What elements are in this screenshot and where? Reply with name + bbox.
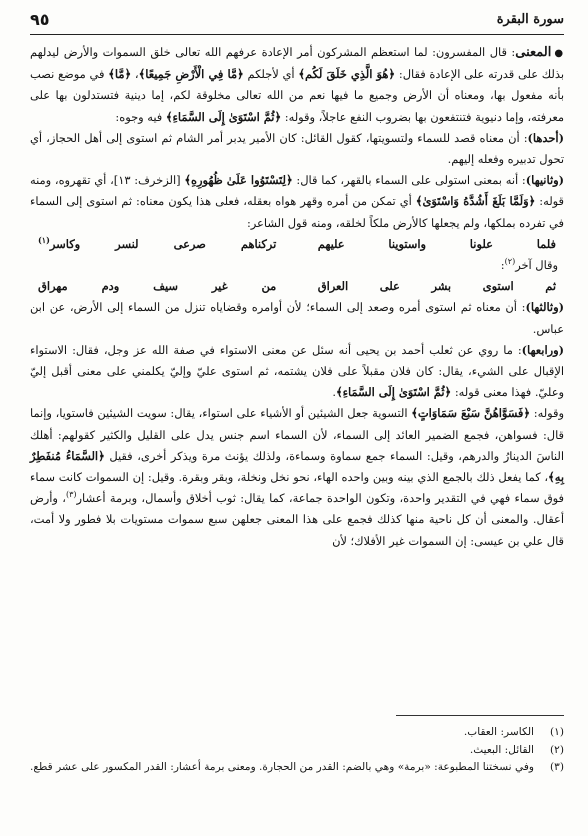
poem-verse (30, 234, 564, 255)
bullet-icon: ● (554, 48, 564, 59)
third-aspect-paragraph: (وثالثها): أن معناه ثم استوى أمره وصعد إلى السماء؛ لأن أوامره وقضاياه تنزل من السماء إلى الأرض، عن ابن عباس. (30, 300, 564, 336)
main-text (30, 42, 564, 552)
poem-hemistich: فلما علونا واستوينا عليهم (317, 236, 556, 251)
footnotes (30, 724, 564, 777)
quran-verse: ﴿فَسَوَّاهُنَّ سَبْعَ سَمَاوَاتٍ﴾ (411, 406, 531, 421)
footnote (30, 742, 564, 760)
poem-verse (30, 276, 564, 297)
poem-intro: وقال آخر$^{(٢)}$: (500, 257, 558, 273)
meaning-heading: المعنى (515, 45, 552, 60)
page-number: ٩٥ (30, 10, 50, 29)
footnote (30, 724, 564, 742)
page-header (30, 10, 564, 35)
surah-title: سورة البقرة (496, 12, 564, 27)
quran-verse: ﴿هُوَ الَّذِي خَلَقَ لَكُم﴾ (298, 67, 396, 82)
poem-hemistich: ثم استوى بشر على العراق (317, 279, 556, 294)
meaning-paragraph: ●المعنى: قال المفسرون: لما استعظم المشركون أمر الإعادة عرفهم الله تعالى خلق السموات والأرض ليدلهم بذلك على قدرته على الإعادة فقال: ﴿هُوَ الَّذِي خَلَقَ لَكُم﴾ أي لأجلكم ﴿مَّا فِي الْأَرْضِ جَمِيعًا﴾، ﴿مَّا﴾ في موضع نصب بأنه مفعول بها، ومعناه أن الأرض وجميع ما فيها نعم من الله تعالى مخلوقة لكم، إما دينية فتستدلون بها على معرفته، وإما دنيوية فتنتفعون بها بضروب النفع عاجلاً، وقوله: ﴿ثُمَّ اسْتَوَىٰ إِلَى السَّمَاءِ﴾ فيه وجوه: (30, 45, 565, 124)
quran-verse: ﴿مَّا﴾ (108, 67, 132, 82)
footnote-ref: (٢) (504, 257, 516, 267)
footnote-ref: (٣) (65, 490, 77, 500)
poem-hemistich: تركناهم صرعى لنسر وكاسر$^{(١)}$ (38, 235, 277, 251)
aspect-label: (أحدها) (527, 130, 564, 145)
quran-verse: ﴿ثُمَّ اسْتَوَىٰ إِلَى السَّمَاءِ﴾ (165, 109, 282, 124)
aspect-label: (وثانيها) (525, 173, 564, 188)
footnote-text: وفي نسختنا المطبوعة: «برمة» وهي بالضم: القدر من الحجارة. ومعنى برمة أعشار: القدر المكسور على عشر قطع. (29, 761, 534, 773)
footnote-text: الكاسر: العقاب. (463, 726, 534, 738)
quran-verse: ﴿ثُمَّ اسْتَوَىٰ إِلَى السَّمَاءِ﴾ (335, 385, 452, 400)
footnote-divider (396, 715, 564, 716)
footnote-number: (٢) (550, 743, 564, 756)
fourth-aspect-paragraph: (ورابعها): ما روي عن ثعلب أحمد بن يحيى أنه سئل عن معنى الاستواء في صفة الله عز وجل، فقال: الاستواء الإقبال على الشيء، يقال: كان فلان مقبلاً على فلان يشتمه، ثم استوى عليّ وإليّ يكلمني على معنى أقبل إليّ وعليّ. فهذا معنى قوله: ﴿ثُمَّ اسْتَوَىٰ إِلَى السَّمَاءِ﴾. (30, 342, 565, 400)
quran-verse: ﴿السَّمَاءُ مُنفَطِرٌ بِهِ﴾ (30, 448, 564, 485)
aspect-label: (وثالثها) (525, 300, 564, 315)
poem-hemistich: من غير سيف ودم مهراق (38, 279, 277, 294)
footnote (30, 759, 564, 777)
footnote-number: (١) (550, 726, 564, 738)
sawwahunna-paragraph: وقوله: ﴿فَسَوَّاهُنَّ سَبْعَ سَمَاوَاتٍ﴾ التسوية جعل الشيئين أو الأشياء على استواء، يقال: سويت الشيئين فاستويا، وإنما قال: فسواهن، فجمع الضمير العائد إلى السماء، لأن السماء اسم جنس يدل على القليل والكثير كقولهم: أهلك الناسَ الدينارُ والدرهم، وقيل: السماء جمع سماوة وسماءة، ولذلك يؤنث مرة ويذكر أخرى، فقيل ﴿السَّمَاءُ مُنفَطِرٌ بِهِ﴾، كما يفعل ذلك بالجمع الذي بينه وبين واحده الهاء، نحو نخل ونخلة، وبقر وبقرة. وقيل: إن السموات كانت سماء فوق سماء فهي في التقدير واحدة، وتكون الواحدة جماعة، كما يقال: ثوب أخلاق وأسمال، وبرمة أعشار$^{(٣)}$، وأرض أعقال. والمعنى أن كل ناحية منها كذلك فجمع على هذا المعنى جعلهن سبع سموات مستويات بلا فطور ولا أمت، قال علي بن عيسى: إن السموات غير الأفلاك؛ لأن (30, 406, 565, 548)
quran-verse: ﴿مَّا فِي الْأَرْضِ جَمِيعًا﴾ (138, 67, 244, 82)
footnote-number: (٣) (550, 761, 564, 773)
first-aspect-paragraph: (أحدها): أن معناه قصد للسماء ولتسويتها، كقول القائل: كان الأمير يدبر أمر الشام ثم استوى إلى أهل الحجاز، أي تحول تدبيره وفعله إليهم. (30, 130, 564, 167)
second-aspect-paragraph: (وثانيها): أنه بمعنى استولى على السماء بالقهر، كما قال: ﴿لِتَسْتَوُوا عَلَىٰ ظُهُورِهِ﴾ [الزخرف: ١٣]، أي تقهروه، ومنه قوله: ﴿وَلَمَّا بَلَغَ أَشُدَّهُ وَاسْتَوَىٰ﴾ أي تمكن من أمره وقهر هواه بعقله، فعلى هذا يكون معناه: ثم استوى إلى السماء في تفرده بملكها، ولم يجعلها كالأرض ملكاً لخلقه، ومنه قول الشاعر: (30, 173, 564, 230)
aspect-label: (ورابعها) (521, 342, 565, 357)
footnote-text: القائل: البعيث. (469, 743, 534, 756)
quran-verse: ﴿وَلَمَّا بَلَغَ أَشُدَّهُ وَاسْتَوَىٰ﴾ (415, 194, 536, 209)
footnote-ref: (١) (38, 235, 50, 246)
quran-verse: ﴿لِتَسْتَوُوا عَلَىٰ ظُهُورِهِ﴾ (184, 173, 293, 188)
